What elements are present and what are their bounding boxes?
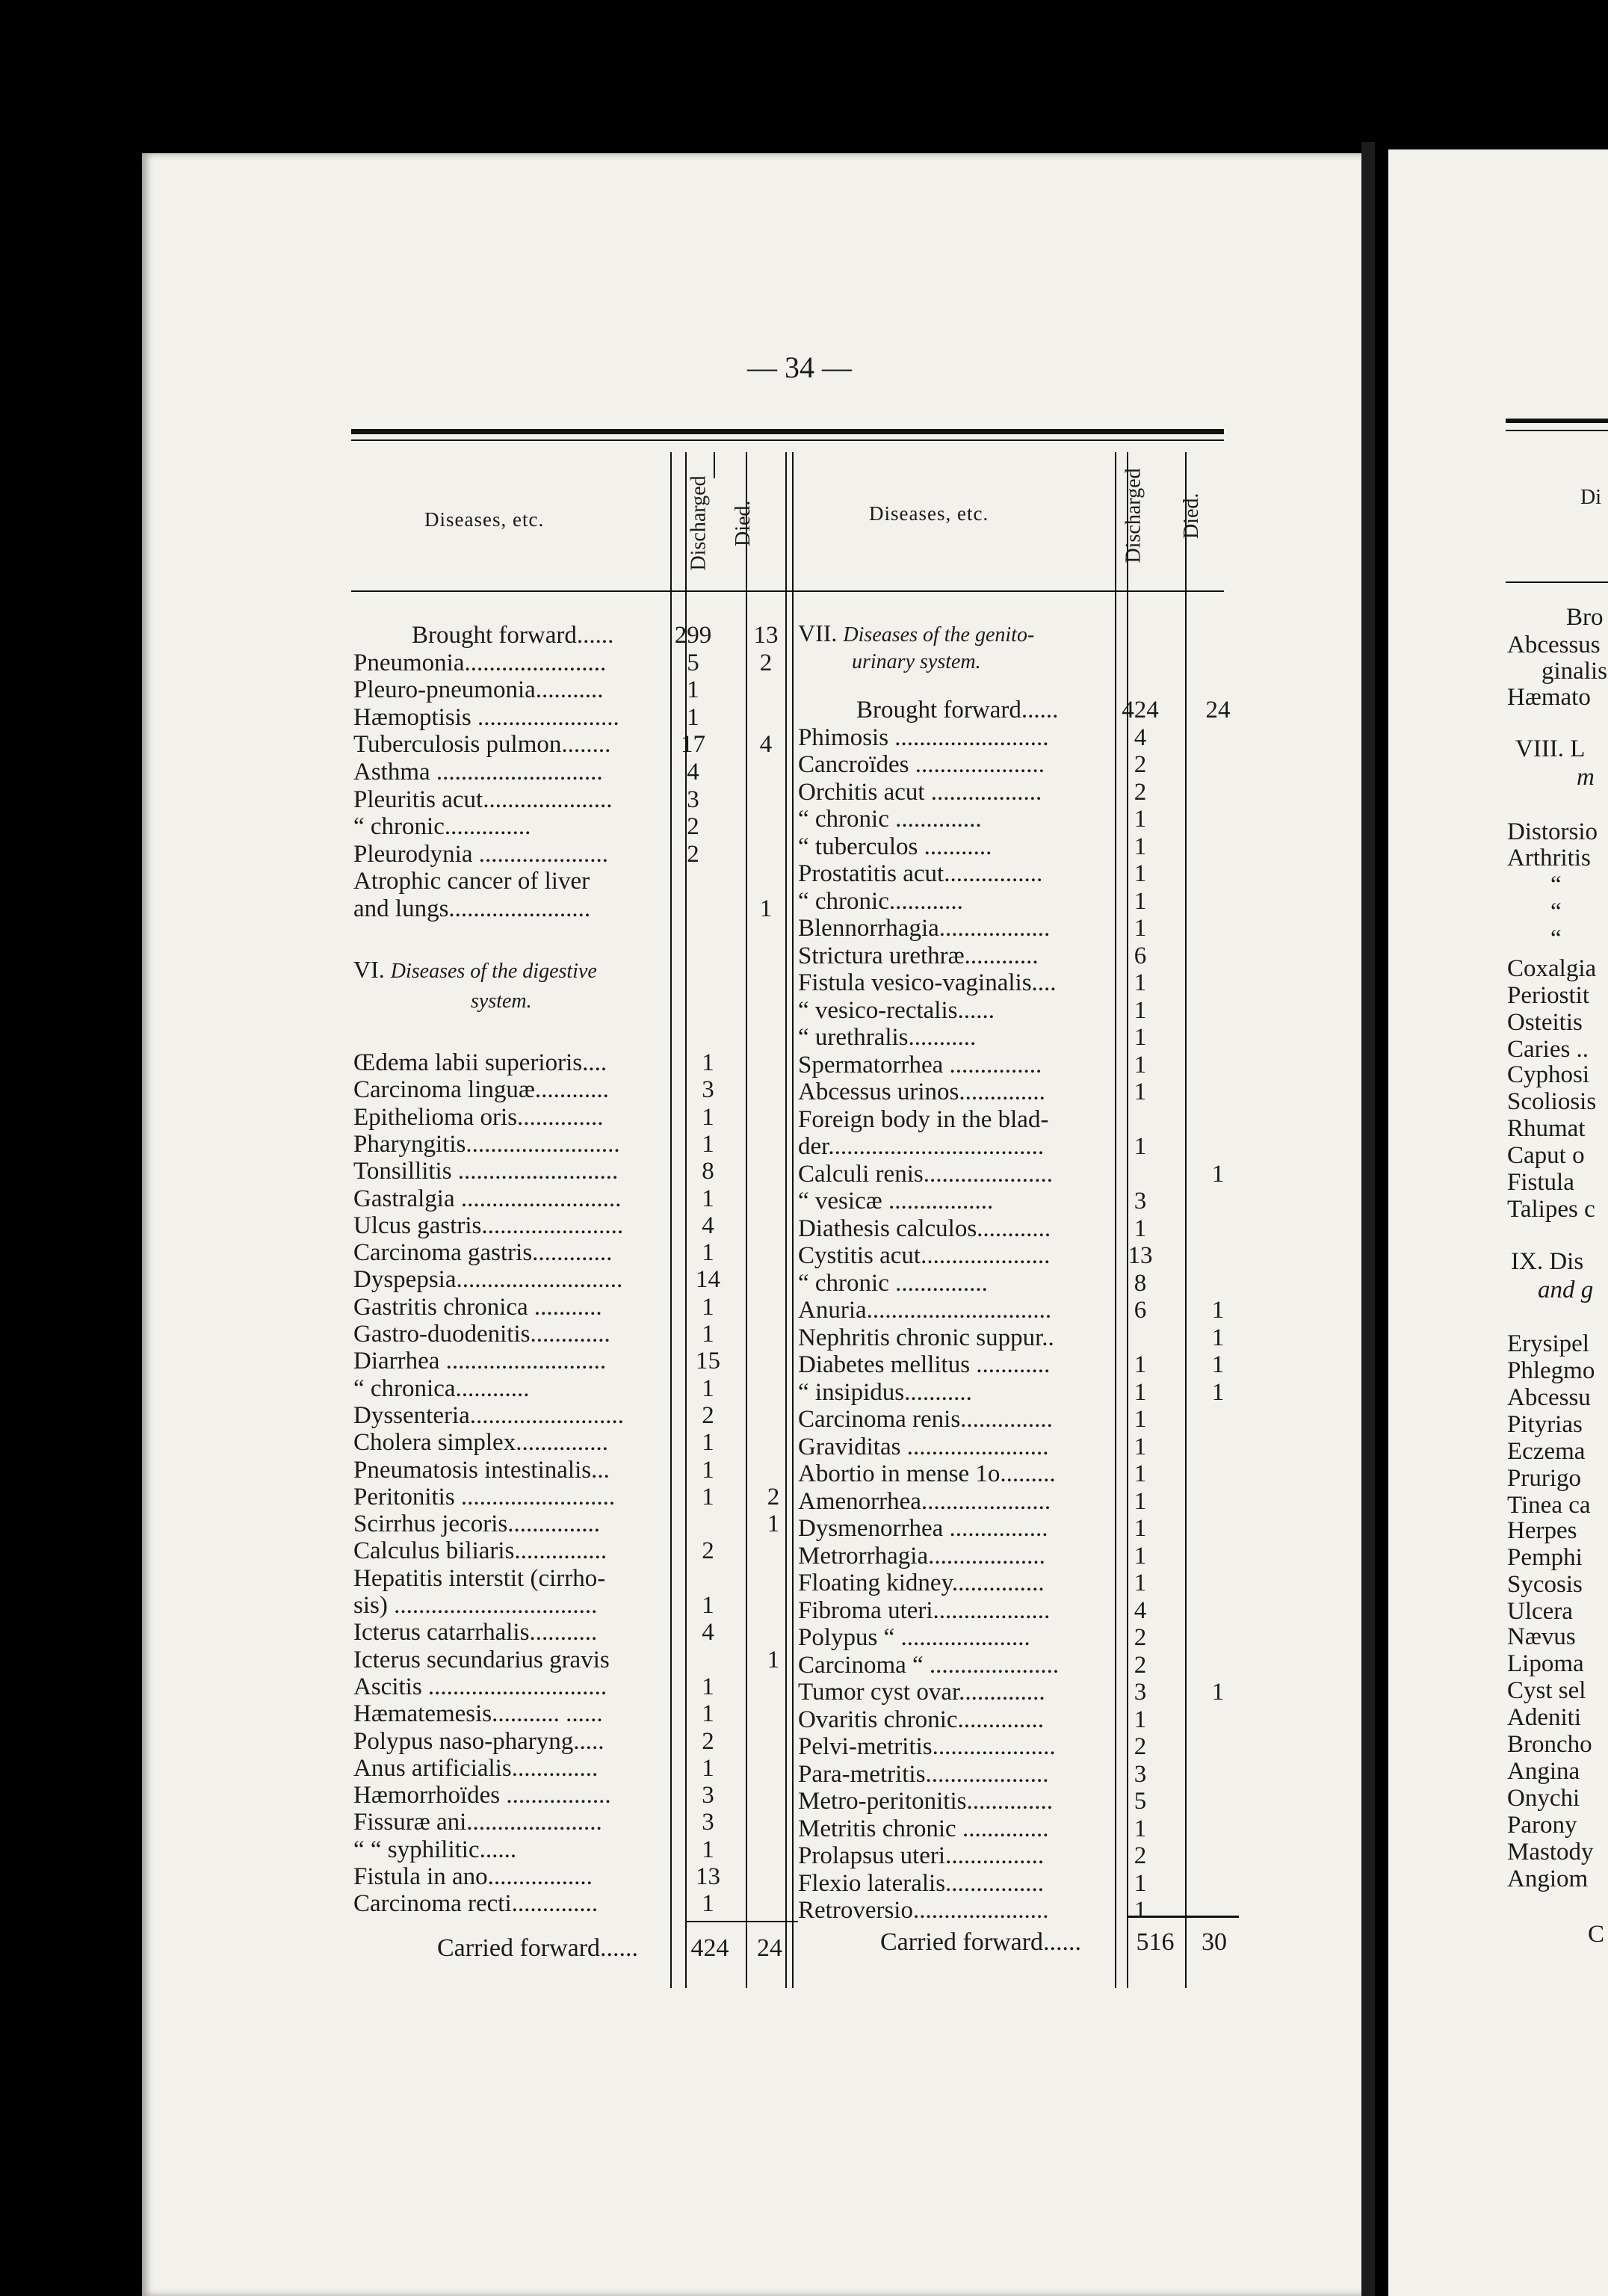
disease-name: and lungs....................... [353, 895, 591, 922]
right-discharged-header: Discharged [1122, 468, 1145, 564]
discharged-count: 1 [1134, 1460, 1147, 1487]
next-page-line: Osteitis [1507, 1009, 1583, 1036]
discharged-count: 1 [687, 676, 699, 704]
discharged-count: 1 [702, 1754, 714, 1782]
discharged-count: 2 [702, 1727, 714, 1755]
section-vi-number: VI. [353, 956, 385, 983]
divider-center-a [785, 452, 787, 1988]
disease-name: Tonsillitis .......................... [353, 1158, 619, 1185]
disease-name: Graviditas ....................... [798, 1433, 1049, 1460]
next-page-line: Pityrias [1507, 1411, 1583, 1438]
discharged-count: 1 [702, 1836, 714, 1863]
next-page-line: Angina [1507, 1758, 1580, 1785]
discharged-count: 1 [702, 1429, 714, 1457]
disease-name: der................................... [798, 1133, 1045, 1160]
disease-name: Icterus secundarius gravis [353, 1646, 610, 1673]
next-page-line: ginalis [1541, 658, 1607, 685]
disease-name: Calculi renis..................... [798, 1160, 1053, 1188]
next-page-line: Prurigo [1507, 1465, 1581, 1492]
disease-name: Metro-peritonitis.............. [798, 1788, 1053, 1815]
next-page-thin-rule [1506, 430, 1608, 431]
died-count: 1 [767, 1510, 780, 1538]
discharged-count: 2 [1134, 1651, 1147, 1679]
discharged-count: 2 [1134, 1842, 1147, 1869]
next-page-line: IX. Dis [1511, 1248, 1584, 1275]
discharged-count: 2 [687, 840, 699, 868]
next-page-line: Bro [1566, 604, 1604, 631]
discharged-count: 4 [1134, 1596, 1147, 1624]
right-diseases-header [869, 502, 989, 525]
disease-name: Carcinoma gastris............. [353, 1239, 613, 1267]
discharged-count: 2 [1134, 778, 1147, 806]
disease-name: Atrophic cancer of liver [353, 868, 590, 895]
disease-name: Brought forward...... [856, 697, 1059, 723]
disease-name: Diathesis calculos............ [798, 1215, 1051, 1242]
section-vii-heading [798, 619, 1034, 649]
died-count: 4 [759, 731, 773, 759]
discharged-count: 1 [1134, 996, 1147, 1024]
disease-name: “ chronic ............... [798, 1269, 988, 1297]
disease-name: Strictura urethræ............ [798, 942, 1039, 969]
discharged-count: 3 [687, 786, 699, 813]
discharged-count: 3 [1134, 1760, 1147, 1788]
disease-name: Scirrhus jecoris............... [353, 1510, 600, 1538]
next-page-line: Cyst sel [1507, 1677, 1586, 1704]
next-page-line: C [1588, 1921, 1605, 1948]
disease-name: Nephritis chronic suppur.. [798, 1324, 1054, 1351]
next-page-line: Herpes [1507, 1517, 1577, 1544]
next-page-line: Parony [1507, 1812, 1577, 1839]
discharged-count: 1 [1134, 833, 1147, 860]
discharged-count: 2 [687, 813, 699, 841]
discharged-count: 299 [674, 622, 712, 649]
disease-name: Peritonitis ......................... [353, 1483, 616, 1510]
died-count: 1 [1211, 1160, 1225, 1188]
next-page-line: “ [1550, 898, 1562, 925]
died-count: 1 [1211, 1351, 1225, 1378]
died-count: 13 [753, 622, 779, 649]
disease-name: Ascitis ............................. [353, 1673, 607, 1700]
next-page-line: Sycosis [1507, 1571, 1583, 1598]
right-diseases-header-text: Diseases, etc. [869, 502, 989, 525]
divider-left-died [746, 452, 747, 1988]
disease-name: Epithelioma oris.............. [353, 1103, 604, 1131]
next-page-line: Talipes c [1507, 1196, 1595, 1223]
disease-name: Flexio lateralis................ [798, 1869, 1045, 1897]
disease-name: Anus artificialis.............. [353, 1754, 599, 1782]
next-page-line: Adeniti [1507, 1704, 1581, 1731]
disease-name: Dyssenteria......................... [353, 1401, 625, 1429]
discharged-count: 2 [1134, 751, 1147, 778]
disease-name: Spermatorrhea ............... [798, 1051, 1042, 1078]
discharged-count: 1 [702, 1239, 714, 1267]
discharged-count: 1 [1134, 915, 1147, 942]
disease-name: Pleuro-pneumonia........... [353, 676, 604, 704]
died-count: 1 [759, 895, 773, 922]
disease-name: Diarrhea .......................... [353, 1348, 607, 1375]
died-count: 1 [767, 1646, 780, 1673]
section-vi-title-2: system. [471, 990, 532, 1013]
left-total-rule [686, 1921, 798, 1922]
discharged-count: 1 [1134, 1433, 1147, 1460]
disease-name: “ “ syphilitic...... [353, 1836, 517, 1863]
left-discharged-header: Discharged [687, 475, 711, 571]
next-page-line: Hæmato [1507, 684, 1591, 711]
disease-name: Abcessus urinos.............. [798, 1078, 1045, 1105]
discharged-count: 1 [702, 1592, 714, 1619]
next-page-line: Cyphosi [1507, 1061, 1590, 1088]
left-carried-died: 24 [757, 1934, 782, 1962]
discharged-count: 4 [1134, 723, 1147, 751]
next-page-line: and g [1538, 1277, 1594, 1303]
disease-name: Gastritis chronica ........... [353, 1293, 602, 1321]
discharged-count: 1 [1134, 1078, 1147, 1105]
disease-name: Tuberculosis pulmon........ [353, 731, 611, 759]
next-page-line: “ [1550, 871, 1562, 898]
discharged-count: 1 [687, 703, 699, 731]
discharged-count: 6 [1134, 942, 1147, 969]
disease-name: Foreign body in the blad- [798, 1105, 1049, 1133]
left-diseases-header-text: Diseases, etc. [424, 508, 545, 531]
book-gutter [1361, 142, 1375, 2296]
discharged-count: 6 [1134, 1297, 1147, 1324]
discharged-count: 1 [1134, 1133, 1147, 1160]
page-number: — 34 — [747, 351, 852, 384]
next-page-line: Caries .. [1507, 1036, 1589, 1063]
discharged-count: 1 [702, 1374, 714, 1402]
disease-name: Prostatitis acut................ [798, 860, 1043, 887]
disease-name: Para-metritis.................... [798, 1760, 1049, 1788]
right-carried-label: Carried forward...... [880, 1928, 1082, 1956]
disease-name: “ vesicæ ................. [798, 1188, 994, 1215]
disease-name: Dysmenorrhea ................ [798, 1515, 1048, 1542]
disease-name: Metritis chronic .............. [798, 1815, 1049, 1842]
disease-name: Œdema labii superioris.... [353, 1049, 607, 1076]
disease-name: “ vesico-rectalis...... [798, 996, 995, 1024]
right-carried-died: 30 [1202, 1928, 1227, 1956]
discharged-count: 1 [702, 1673, 714, 1700]
disease-name: “ chronic .............. [798, 806, 982, 833]
discharged-count: 3 [702, 1809, 714, 1836]
disease-name: Carcinoma recti.............. [353, 1890, 599, 1918]
disease-name: Carcinoma renis............... [798, 1406, 1053, 1433]
next-page-line: Mastody [1507, 1839, 1594, 1866]
section-vi-title: Diseases of the digestive [390, 960, 597, 983]
section-vi-heading [353, 955, 597, 986]
divider-center-b [792, 452, 794, 1988]
right-carried-discharged: 516 [1136, 1928, 1175, 1956]
discharged-count: 4 [702, 1212, 714, 1239]
disease-name: Gastralgia .......................... [353, 1185, 622, 1212]
next-page-line: Periostit [1507, 982, 1590, 1009]
left-died-header: Died. [732, 500, 755, 546]
next-page-line: Eczema [1507, 1438, 1586, 1465]
discharged-count: 1 [1134, 1024, 1147, 1051]
disease-name: Fissuræ ani...................... [353, 1809, 602, 1836]
discharged-count: 3 [702, 1782, 714, 1809]
disease-name: Metrorrhagia................... [798, 1542, 1045, 1570]
left-carried-label: Carried forward...... [437, 1934, 639, 1962]
disease-name: Brought forward...... [412, 622, 614, 649]
discharged-count: 1 [1134, 1215, 1147, 1242]
disease-name: Blennorrhagia.................. [798, 915, 1051, 942]
next-page-top-rule [1506, 419, 1608, 423]
disease-name: Hæmoptisis ....................... [353, 703, 619, 731]
next-page-line: Erysipel [1507, 1330, 1589, 1357]
disease-name: Hæmatemesis........... ...... [353, 1700, 603, 1728]
discharged-count: 1 [702, 1456, 714, 1484]
divider-left-discharged [714, 452, 715, 478]
disease-name: “ chronic.............. [353, 813, 531, 841]
disease-name: Floating kidney............... [798, 1570, 1045, 1596]
section-vii-subheading [852, 646, 981, 676]
discharged-count: 4 [702, 1619, 714, 1647]
discharged-count: 1 [702, 1700, 714, 1728]
discharged-count: 1 [1134, 1706, 1147, 1733]
discharged-count: 3 [702, 1076, 714, 1104]
discharged-count: 3 [1134, 1188, 1147, 1215]
disease-name: Prolapsus uteri................ [798, 1842, 1045, 1869]
disease-name: Cholera simplex............... [353, 1429, 608, 1457]
next-page-line: “ [1550, 925, 1562, 952]
next-page-line: Ulcera [1507, 1598, 1573, 1625]
died-count: 1 [1211, 1297, 1225, 1324]
died-count: 1 [1211, 1378, 1225, 1406]
disease-name: Pleuritis acut..................... [353, 786, 613, 813]
disease-name: Ovaritis chronic.............. [798, 1706, 1045, 1733]
next-page-line: Phlegmo [1507, 1357, 1595, 1384]
disease-name: Icterus catarrhalis........... [353, 1619, 598, 1647]
disease-name: Pleurodynia ..................... [353, 840, 608, 868]
next-page-line: Tinea ca [1507, 1492, 1591, 1519]
section-vii-title: Diseases of the genito- [843, 623, 1035, 646]
died-count: 1 [1211, 1679, 1225, 1706]
discharged-count: 1 [1134, 1897, 1147, 1924]
next-page-line: Abcessu [1507, 1384, 1591, 1411]
discharged-count: 424 [1122, 697, 1159, 723]
discharged-count: 13 [696, 1863, 720, 1890]
header-bottom-rule [351, 590, 1224, 592]
disease-name: Ulcus gastris....................... [353, 1212, 624, 1239]
next-page-line: m [1577, 764, 1595, 791]
disease-name: “ insipidus........... [798, 1378, 972, 1406]
discharged-count: 1 [702, 1103, 714, 1131]
discharged-count: 1 [1134, 887, 1147, 915]
disease-name: Fistula in ano................. [353, 1863, 593, 1890]
discharged-count: 2 [1134, 1624, 1147, 1651]
disease-name: Abortio in mense 1o......... [798, 1460, 1056, 1487]
next-page-line: Scoliosis [1507, 1088, 1597, 1115]
disease-name: “ urethralis........... [798, 1024, 977, 1051]
disease-name: Polypus naso-pharyng..... [353, 1727, 604, 1755]
disease-name: Phimosis ......................... [798, 723, 1049, 751]
discharged-count: 1 [702, 1130, 714, 1158]
discharged-count: 17 [681, 731, 705, 759]
left-carried-discharged: 424 [690, 1934, 729, 1962]
disease-name: Dyspepsia........................... [353, 1266, 623, 1294]
disease-name: Diabetes mellitus ............ [798, 1351, 1051, 1378]
disease-name: Hepatitis interstit (cirrho- [353, 1564, 606, 1592]
disease-name: Tumor cyst ovar.............. [798, 1679, 1045, 1706]
discharged-count: 1 [1134, 860, 1147, 887]
disease-name: Orchitis acut .................. [798, 778, 1042, 806]
disease-name: Carcinoma “ ..................... [798, 1651, 1060, 1679]
next-page-line: Arthritis [1507, 845, 1591, 871]
discharged-count: 1 [1134, 1570, 1147, 1596]
discharged-count: 1 [1134, 1051, 1147, 1078]
next-page-line: Rhumat [1507, 1115, 1586, 1142]
died-count: 2 [759, 649, 773, 676]
discharged-count: 5 [687, 649, 699, 676]
left-carried-forward [437, 1934, 638, 1963]
discharged-count: 1 [702, 1293, 714, 1321]
disease-name: Cystitis acut..................... [798, 1242, 1051, 1269]
discharged-count: 4 [687, 759, 699, 786]
discharged-count: 1 [1134, 1869, 1147, 1897]
disease-name: Polypus “ ..................... [798, 1624, 1030, 1651]
died-count: 24 [1205, 697, 1231, 723]
discharged-count: 1 [1134, 1406, 1147, 1433]
disease-name: Carcinoma linguæ............ [353, 1076, 609, 1104]
discharged-count: 1 [1134, 1378, 1147, 1406]
disease-name: “ chronica............ [353, 1374, 530, 1402]
discharged-count: 5 [1134, 1788, 1147, 1815]
discharged-count: 1 [1134, 969, 1147, 996]
discharged-count: 1 [702, 1049, 714, 1076]
left-diseases-header [424, 508, 544, 531]
section-vi-subheading [471, 985, 532, 1016]
disease-name: Hæmorrhoïdes ................. [353, 1782, 611, 1809]
right-carried-forward [880, 1928, 1081, 1957]
discharged-count: 1 [1134, 1351, 1147, 1378]
disease-name: Fistula vesico-vaginalis.... [798, 969, 1057, 996]
next-page-line: Coxalgia [1507, 955, 1597, 982]
discharged-count: 1 [702, 1890, 714, 1918]
next-page-line: Nævus [1507, 1623, 1576, 1650]
discharged-count: 1 [1134, 1542, 1147, 1570]
disease-name: Pharyngitis......................... [353, 1130, 620, 1158]
disease-name: “ tuberculos ........... [798, 833, 992, 860]
divider-right-died [1185, 452, 1187, 1988]
discharged-count: 2 [1134, 1733, 1147, 1760]
section-vii-number: VII. [798, 620, 838, 646]
discharged-count: 2 [702, 1537, 714, 1565]
next-page-line: Onychi [1507, 1785, 1580, 1812]
discharged-count: 1 [1134, 1815, 1147, 1842]
top-rule-thick [351, 429, 1224, 434]
disease-name: Calculus biliaris............... [353, 1537, 607, 1565]
discharged-count: 8 [702, 1158, 714, 1185]
disease-name: Asthma ........................... [353, 759, 603, 786]
disease-name: Pelvi-metritis.................... [798, 1733, 1056, 1760]
discharged-count: 3 [1134, 1679, 1147, 1706]
disease-name: Anuria.............................. [798, 1297, 1052, 1324]
next-page-line: Lipoma [1507, 1650, 1584, 1677]
discharged-count: 13 [1128, 1242, 1153, 1269]
discharged-count: 1 [702, 1185, 714, 1212]
discharged-count: 1 [1134, 1515, 1147, 1542]
discharged-count: 1 [1134, 806, 1147, 833]
right-died-header: Died. [1180, 493, 1203, 539]
disease-name: Gastro-duodenitis............. [353, 1321, 610, 1348]
disease-name: “ chronic............ [798, 887, 963, 915]
discharged-count: 8 [1134, 1269, 1147, 1297]
discharged-count: 15 [696, 1348, 720, 1375]
discharged-count: 1 [702, 1321, 714, 1348]
disease-name: Cancroïdes ..................... [798, 751, 1045, 778]
discharged-count: 1 [702, 1483, 714, 1510]
disease-name: Amenorrhea..................... [798, 1487, 1051, 1515]
disease-name: Pneumatosis intestinalis... [353, 1456, 610, 1484]
disease-name: Retroversio...................... [798, 1897, 1049, 1924]
discharged-count: 1 [1134, 1487, 1147, 1515]
next-page-line: Distorsio [1507, 818, 1598, 845]
next-page-line: VIII. L [1515, 735, 1586, 762]
next-page-line: Broncho [1507, 1731, 1592, 1758]
next-page-header-rule [1506, 581, 1608, 583]
died-count: 2 [767, 1483, 780, 1510]
next-page-line: Pemphi [1507, 1544, 1583, 1571]
disease-name: Pneumonia....................... [353, 649, 607, 676]
disease-name: Fibroma uteri................... [798, 1596, 1051, 1624]
top-rule-thin [351, 439, 1224, 441]
next-page-line: Fistula [1507, 1169, 1574, 1196]
next-page-header: Di [1580, 486, 1601, 509]
next-page-line: Caput o [1507, 1142, 1585, 1169]
discharged-count: 2 [702, 1401, 714, 1429]
died-count: 1 [1211, 1324, 1225, 1351]
discharged-count: 14 [696, 1266, 720, 1294]
next-page-line: Angiom [1507, 1866, 1589, 1892]
section-vii-title-2: urinary system. [852, 650, 981, 673]
disease-name: sis) ................................. [353, 1592, 598, 1619]
next-page-line: Abcessus [1507, 632, 1601, 658]
